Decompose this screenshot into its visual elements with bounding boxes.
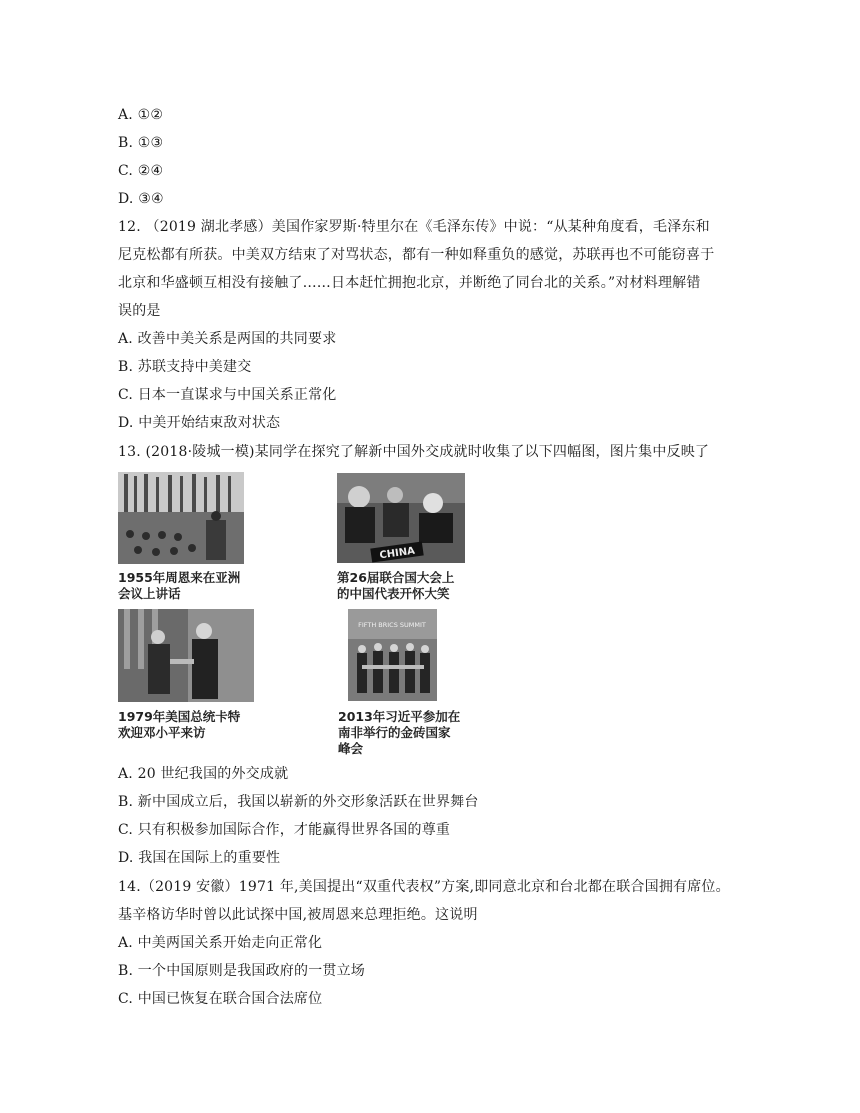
caption-line: 1955年周恩来在亚洲 xyxy=(118,570,241,585)
brics-banner-text: FIFTH BRICS SUMMIT xyxy=(358,621,426,629)
question-13-stem: 13. (2018·陵城一模)某同学在探究了解新中国外交成就时收集了以下四幅图，图片集中反映了 xyxy=(118,444,710,460)
question-12-option-d: D. 中美开始结束敌对状态 xyxy=(118,415,281,431)
question-12-option-b: B. 苏联支持中美建交 xyxy=(118,359,252,375)
photo-un-general-assembly xyxy=(337,473,465,563)
question-12-stem-line: 尼克松都有所获。中美双方结束了对骂状态，都有一种如释重负的感觉，苏联再也不可能窃喜于 xyxy=(118,247,715,263)
question-13-option-a: A. 20 世纪我国的外交成就 xyxy=(118,766,289,782)
question-14-stem-line: 14.（2019 安徽）1971 年,美国提出“双重代表权”方案,即同意北京和台北都在联合国拥有席位。 xyxy=(118,879,730,895)
option-c: C. ②④ xyxy=(118,163,164,179)
caption-line: 的中国代表开怀大笑 xyxy=(337,586,450,601)
photo-3-caption xyxy=(118,709,240,741)
photo-4-caption xyxy=(338,709,460,757)
question-13-option-b: B. 新中国成立后，我国以崭新的外交形象活跃在世界舞台 xyxy=(118,794,479,810)
option-a: A. ①② xyxy=(118,107,164,123)
option-b: B. ①③ xyxy=(118,135,164,151)
question-13-option-d: D. 我国在国际上的重要性 xyxy=(118,850,281,866)
question-12-option-c: C. 日本一直谋求与中国关系正常化 xyxy=(118,387,337,403)
caption-line: 第26届联合国大会上 xyxy=(337,570,455,585)
photo-1979-carter-deng xyxy=(118,609,254,702)
photo-2013-brics-summit xyxy=(348,609,437,701)
question-14-stem-line: 基辛格访华时曾以此试探中国,被周恩来总理拒绝。这说明 xyxy=(118,907,478,923)
question-12-stem-line: 12. （2019 湖北孝感）美国作家罗斯·特里尔在《毛泽东传》中说：“从某种角度看，毛泽东和 xyxy=(118,219,710,235)
option-d: D. ③④ xyxy=(118,191,164,207)
question-14-option-b: B. 一个中国原则是我国政府的一贯立场 xyxy=(118,963,365,979)
question-12-stem-line: 北京和华盛顿互相没有接触了……日本赶忙拥抱北京，并断绝了同台北的关系。”对材料理解错 xyxy=(118,275,701,291)
question-14-option-a: A. 中美两国关系开始走向正常化 xyxy=(118,935,323,951)
photo-1-caption xyxy=(118,570,240,602)
china-placard-text: CHINA xyxy=(378,545,416,562)
question-12-option-a: A. 改善中美关系是两国的共同要求 xyxy=(118,331,337,347)
caption-line: 1979年美国总统卡特 xyxy=(118,709,241,724)
question-12-stem-line: 误的是 xyxy=(118,303,161,319)
caption-line: 欢迎邓小平来访 xyxy=(118,725,206,740)
question-13-option-c: C. 只有积极参加国际合作，才能赢得世界各国的尊重 xyxy=(118,822,451,838)
caption-line: 2013年习近平参加在 xyxy=(338,709,461,724)
photo-1955-bandung-conference xyxy=(118,472,244,564)
caption-line: 峰会 xyxy=(338,741,364,756)
question-14-option-c: C. 中国已恢复在联合国合法席位 xyxy=(118,991,323,1007)
caption-line: 会议上讲话 xyxy=(118,586,181,601)
photo-2-caption xyxy=(337,570,454,602)
caption-line: 南非举行的金砖国家 xyxy=(338,725,451,740)
